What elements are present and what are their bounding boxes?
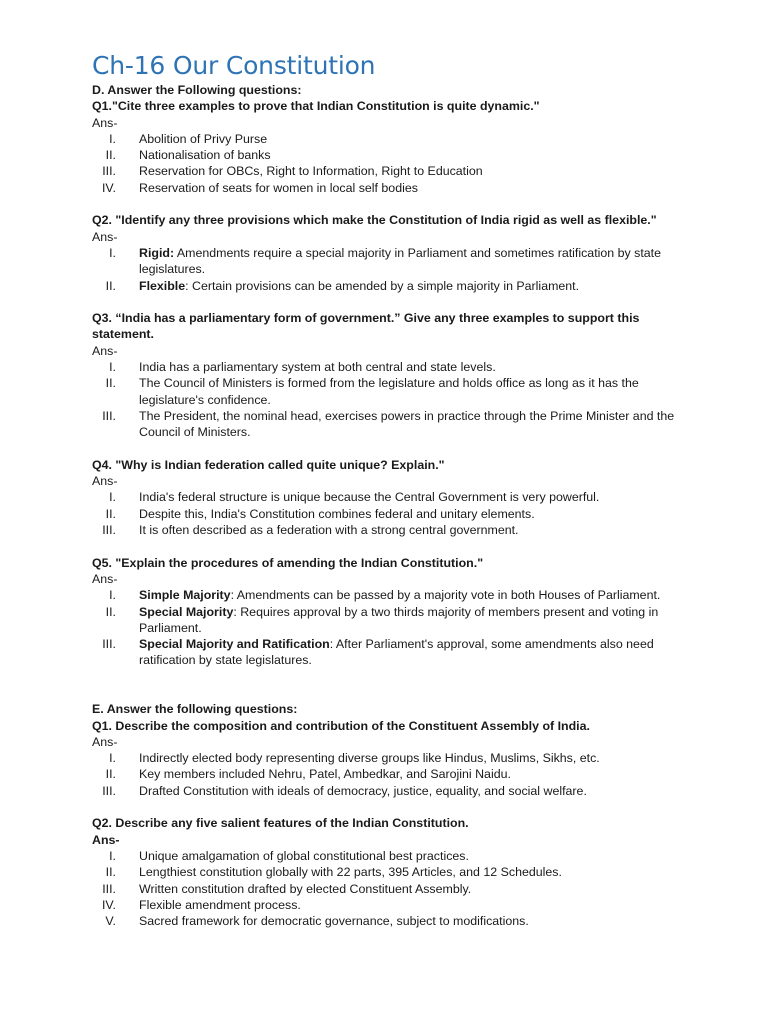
list-item-text: Drafted Constitution with ideals of democracy, justice, equality, and social welfare. <box>139 783 587 798</box>
list-item-text: Nationalisation of banks <box>139 148 271 163</box>
answer-list <box>92 750 678 799</box>
question-block <box>92 815 678 929</box>
question-block <box>92 718 678 799</box>
question-section <box>92 82 678 669</box>
question-block <box>92 310 678 440</box>
list-item <box>92 783 678 799</box>
list-item-text: : Certain provisions can be amended by a simple majority in Parliament. <box>185 278 580 293</box>
list-item-term: Flexible <box>139 278 186 293</box>
list-item-number: II. <box>105 506 116 521</box>
answer-label: Ans- <box>92 115 118 130</box>
list-item-text: : Amendments can be passed by a majority vote in both Houses of Parliament. <box>230 588 661 603</box>
list-item <box>92 848 678 864</box>
list-item-text: Reservation for OBCs, Right to Information, Right to Education <box>139 164 483 179</box>
question-spacer <box>92 799 678 815</box>
list-item-term: Simple Majority <box>139 588 231 603</box>
list-item-text: Reservation of seats for women in local self bodies <box>139 180 418 195</box>
list-item <box>92 522 678 538</box>
list-item-number: II. <box>105 865 116 880</box>
question-spacer <box>92 441 678 457</box>
list-item <box>92 180 678 196</box>
list-item-number: IV. <box>101 897 116 912</box>
list-item-number: II. <box>105 767 116 782</box>
question-block <box>92 98 678 196</box>
question-text: Q2. "Identify any three provisions which make the Constitution of India rigid as well as flexible." <box>92 213 657 228</box>
answer-label: Ans- <box>92 343 118 358</box>
list-item <box>92 278 678 294</box>
list-item-text: The Council of Ministers is formed from the legislature and holds office as long as it has the legislature's confidence. <box>139 376 639 407</box>
answer-list <box>92 131 678 196</box>
list-item-text: Flexible amendment process. <box>139 897 301 912</box>
list-item-number: I. <box>109 588 116 603</box>
list-item-number: I. <box>109 245 116 260</box>
answer-label: Ans- <box>92 734 118 749</box>
answer-list <box>92 245 678 294</box>
list-item <box>92 587 678 603</box>
list-item <box>92 864 678 880</box>
question-text: Q3. “India has a parliamentary form of government.” Give any three examples to support this statement. <box>92 311 640 342</box>
page-title: Ch-16 Our Constitution <box>92 51 376 80</box>
question-block <box>92 212 678 293</box>
list-item-number: III. <box>102 637 116 652</box>
list-item-text: Abolition of Privy Purse <box>139 131 268 146</box>
answer-list <box>92 359 678 440</box>
section-heading: D. Answer the Following questions: <box>92 83 302 97</box>
list-item-text: India's federal structure is unique because the Central Government is very powerful. <box>139 490 600 505</box>
answer-list <box>92 587 678 668</box>
list-item <box>92 750 678 766</box>
list-item-term: Special Majority <box>139 604 234 619</box>
list-item-number: IV. <box>101 180 116 195</box>
section-heading: E. Answer the following questions: <box>92 702 298 717</box>
question-spacer <box>92 538 678 554</box>
list-item <box>92 636 678 669</box>
list-item <box>92 131 678 147</box>
list-item-text: Lengthiest constitution globally with 22 parts, 395 Articles, and 12 Schedules. <box>139 865 562 880</box>
answer-list <box>92 848 678 929</box>
list-item-text: It is often described as a federation with a strong central government. <box>139 523 519 538</box>
question-section <box>92 701 678 929</box>
question-text: Q4. "Why is Indian federation called quite unique? Explain." <box>92 457 445 472</box>
question-block <box>92 457 678 538</box>
list-item-text: Indirectly elected body representing diverse groups like Hindus, Muslims, Sikhs, etc. <box>139 751 600 766</box>
question-text: Q5. "Explain the procedures of amending the Indian Constitution." <box>92 555 484 570</box>
question-text: Q1."Cite three examples to prove that Indian Constitution is quite dynamic." <box>92 99 540 114</box>
answer-label: Ans- <box>92 474 118 489</box>
section-spacer <box>92 669 678 702</box>
list-item-number: II. <box>105 278 116 293</box>
list-item <box>92 766 678 782</box>
list-item-number: I. <box>109 360 116 375</box>
list-item-text: Amendments require a special majority in Parliament and sometimes ratification by state legislatures. <box>139 245 662 277</box>
list-item-term: Special Majority and Ratification <box>139 637 330 652</box>
list-item-text: : Requires approval by a two thirds majority of members present and voting in Parliament. <box>139 604 659 635</box>
question-text: Q2. Describe any five salient features of the Indian Constitution. <box>92 816 469 831</box>
answer-label: Ans- <box>92 229 118 244</box>
list-item-number: V. <box>105 914 116 929</box>
list-item <box>92 147 678 163</box>
question-text: Q1. Describe the composition and contribution of the Constituent Assembly of India. <box>92 718 590 733</box>
list-item-term: Rigid: <box>139 245 175 260</box>
list-item-number: II. <box>105 148 116 163</box>
list-item <box>92 163 678 179</box>
list-item-number: III. <box>102 881 116 896</box>
list-item <box>92 881 678 897</box>
document-body <box>92 82 678 929</box>
list-item-text: Despite this, India's Constitution combines federal and unitary elements. <box>139 506 535 521</box>
question-block <box>92 555 678 669</box>
list-item <box>92 604 678 637</box>
list-item-number: III. <box>102 164 116 179</box>
list-item <box>92 359 678 375</box>
list-item <box>92 913 678 929</box>
list-item-number: III. <box>102 523 116 538</box>
list-item-number: III. <box>102 408 116 423</box>
answer-label: Ans- <box>92 571 118 586</box>
answer-list <box>92 489 678 538</box>
list-item-number: II. <box>105 604 116 619</box>
list-item-text: Sacred framework for democratic governance, subject to modifications. <box>139 914 529 929</box>
list-item-number: I. <box>109 131 116 146</box>
list-item <box>92 897 678 913</box>
list-item-text: The President, the nominal head, exercises powers in practice through the Prime Minister and the Council of Ministers. <box>139 408 675 440</box>
list-item-text: India has a parliamentary system at both central and state levels. <box>139 360 496 375</box>
list-item <box>92 408 678 441</box>
list-item-number: I. <box>109 490 116 505</box>
list-item-number: I. <box>109 751 116 766</box>
question-spacer <box>92 294 678 310</box>
list-item-text: : After Parliament's approval, some amendments also need ratification by state legislatures. <box>139 637 654 668</box>
list-item <box>92 245 678 278</box>
list-item-number: I. <box>109 848 116 863</box>
question-spacer <box>92 196 678 212</box>
list-item-text: Unique amalgamation of global constitutional best practices. <box>139 848 469 863</box>
list-item-text: Key members included Nehru, Patel, Ambedkar, and Sarojini Naidu. <box>139 767 511 782</box>
list-item <box>92 506 678 522</box>
list-item <box>92 375 678 408</box>
list-item-number: II. <box>105 376 116 391</box>
answer-label: Ans- <box>92 832 120 847</box>
list-item <box>92 489 678 505</box>
list-item-number: III. <box>102 783 116 798</box>
list-item-text: Written constitution drafted by elected Constituent Assembly. <box>139 881 472 896</box>
